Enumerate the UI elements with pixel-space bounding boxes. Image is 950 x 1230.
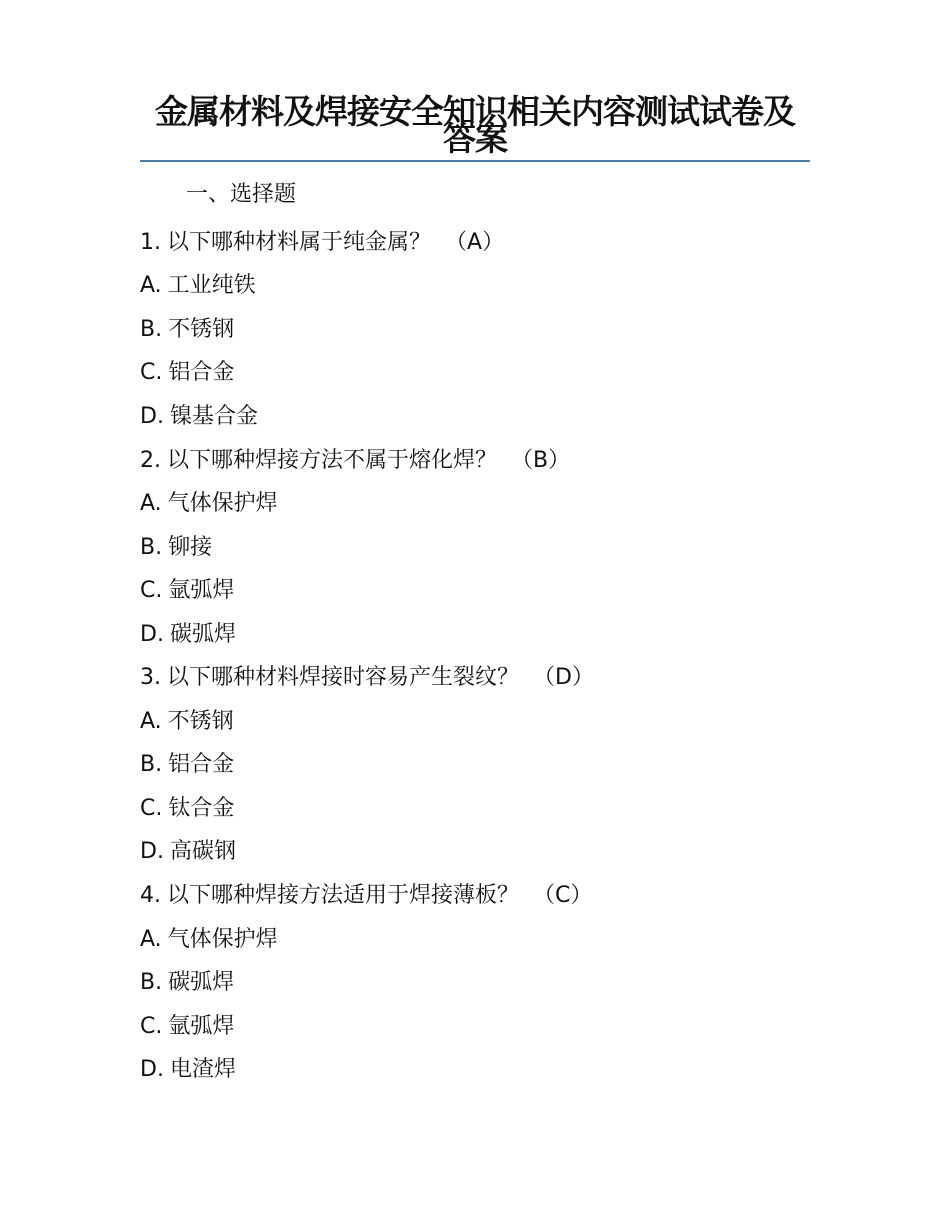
option-item — [140, 308, 810, 352]
question-text: 以下哪种焊接方法不属于熔化焊？ — [167, 447, 498, 473]
option-text: 铝合金 — [168, 752, 235, 778]
option-letter: A. — [140, 708, 162, 734]
option-item — [140, 700, 810, 744]
question-3 — [140, 656, 810, 700]
question-number: 4. — [140, 882, 161, 908]
option-text: 不锈钢 — [168, 316, 235, 342]
question-text: 以下哪种材料焊接时容易产生裂纹？ — [167, 665, 520, 691]
option-text: 铆接 — [168, 534, 213, 560]
question-2 — [140, 439, 810, 483]
answer-key: （B） — [511, 447, 571, 473]
option-item — [140, 831, 810, 875]
document-title: 金属材料及焊接安全知识相关内容测试试卷及答案 — [155, 92, 795, 158]
option-text: 碳弧焊 — [169, 621, 236, 647]
option-item — [140, 482, 810, 526]
option-letter: C. — [140, 795, 163, 821]
option-letter: A. — [140, 926, 162, 952]
option-item — [140, 961, 810, 1005]
option-text: 铝合金 — [168, 360, 235, 386]
option-letter: C. — [140, 1013, 163, 1039]
option-text: 电渣焊 — [169, 1057, 236, 1083]
option-letter: B. — [140, 752, 163, 778]
question-number: 2. — [140, 447, 161, 473]
option-item — [140, 265, 810, 309]
option-text: 碳弧焊 — [168, 970, 235, 996]
option-letter: B. — [140, 970, 163, 996]
option-letter: D. — [140, 1057, 164, 1083]
option-item — [140, 1005, 810, 1049]
question-list — [140, 221, 810, 1092]
option-item — [140, 526, 810, 570]
option-item — [140, 395, 810, 439]
answer-key: （A） — [445, 229, 505, 255]
option-letter: C. — [140, 578, 163, 604]
option-text: 氩弧焊 — [168, 1013, 235, 1039]
option-text: 钛合金 — [168, 795, 235, 821]
option-letter: D. — [140, 839, 164, 865]
option-letter: A. — [140, 491, 162, 517]
option-item — [140, 787, 810, 831]
option-item — [140, 918, 810, 962]
option-item — [140, 1048, 810, 1092]
option-letter: C. — [140, 360, 163, 386]
option-letter: B. — [140, 534, 163, 560]
option-text: 气体保护焊 — [167, 926, 278, 952]
question-text: 以下哪种材料属于纯金属？ — [167, 229, 432, 255]
option-item — [140, 352, 810, 396]
question-number: 3. — [140, 665, 161, 691]
option-text: 工业纯铁 — [167, 273, 256, 299]
option-item — [140, 744, 810, 788]
option-letter: D. — [140, 621, 164, 647]
option-text: 氩弧焊 — [168, 578, 235, 604]
title-underline — [140, 160, 810, 162]
question-number: 1. — [140, 229, 161, 255]
option-item — [140, 569, 810, 613]
option-item — [140, 613, 810, 657]
question-1 — [140, 221, 810, 265]
option-letter: B. — [140, 316, 163, 342]
question-4 — [140, 874, 810, 918]
question-text: 以下哪种焊接方法适用于焊接薄板？ — [167, 882, 520, 908]
option-letter: D. — [140, 403, 164, 429]
option-text: 高碳钢 — [169, 839, 236, 865]
option-text: 气体保护焊 — [167, 491, 278, 517]
option-letter: A. — [140, 273, 162, 299]
option-text: 镍基合金 — [169, 403, 258, 429]
answer-key: （C） — [533, 882, 593, 908]
answer-key: （D） — [533, 665, 594, 691]
option-text: 不锈钢 — [167, 708, 234, 734]
section-heading: 一、选择题 — [186, 182, 297, 207]
